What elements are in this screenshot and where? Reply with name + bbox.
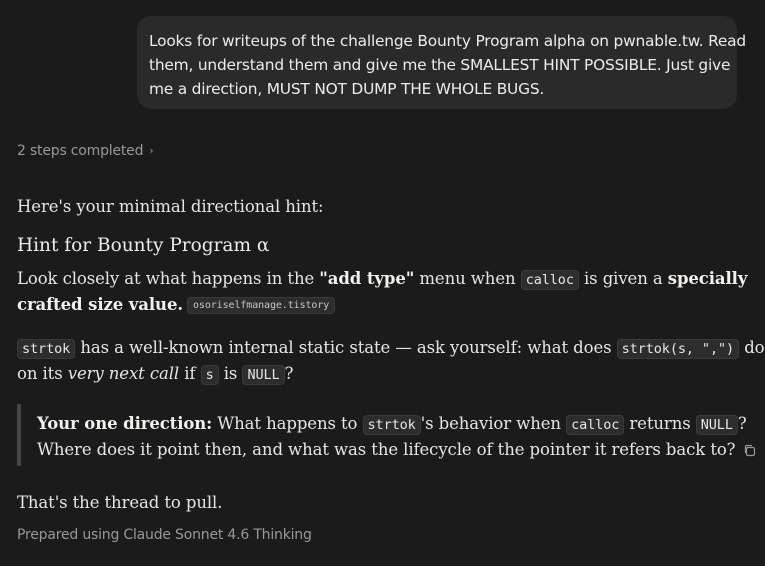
response-closing: That's the thread to pull. [17, 493, 223, 512]
hint-paragraph-2-line-1: strtok has a well-known internal static state — ask yourself: what does strtok(s, ",") do [17, 338, 765, 357]
citation-chip[interactable]: osoriselfmanage.tistory [187, 297, 335, 314]
hint-paragraph-2-line-2: on its very next call if s is NULL ? [17, 364, 294, 383]
user-message-line-3: me a direction, MUST NOT DUMP THE WHOLE BUGS. [149, 80, 545, 98]
user-message-bubble [137, 16, 746, 109]
bold-one-direction: Your one direction: [37, 414, 213, 433]
blockquote-line-2: Where does it point then, and what was the lifecycle of the pointer it refers back to? [37, 440, 756, 461]
code-null-quote: NULL [696, 415, 738, 435]
steps-completed-toggle[interactable] [17, 143, 153, 159]
chevron-right-icon: › [149, 143, 154, 157]
bold-add-type: "add type" [319, 269, 415, 288]
code-s: s [201, 365, 219, 385]
hint-paragraph-1-line-1: Look closely at what happens in the "add type" menu when calloc is given a specially [17, 269, 748, 288]
copy-icon[interactable] [743, 442, 756, 461]
code-strtok: strtok [17, 339, 75, 359]
code-calloc-quote: calloc [566, 415, 624, 435]
hint-paragraph-1-line-2 [17, 295, 335, 314]
code-strtok-call: strtok(s, ",") [617, 339, 739, 359]
prepared-using-footer: Prepared using Claude Sonnet 4.6 Thinking [17, 527, 312, 543]
blockquote-bar [17, 404, 21, 466]
bold-specially: specially [667, 269, 748, 288]
blockquote-line-1: Your one direction: What happens to strtok 's behavior when calloc returns NULL ? [37, 414, 747, 433]
bold-crafted-size: crafted size value. [17, 295, 183, 314]
response-heading: Hint for Bounty Program α [17, 235, 270, 256]
user-message-line-2: them, understand them and give me the SMALLEST HINT POSSIBLE. Just give [149, 56, 731, 74]
italic-very-next-call: very next call [67, 364, 180, 383]
steps-completed-label: 2 steps completed [17, 143, 144, 159]
response-intro: Here's your minimal directional hint: [17, 197, 324, 216]
code-calloc: calloc [521, 270, 579, 290]
user-message-line-1: Looks for writeups of the challenge Bounty Program alpha on pwnable.tw. Read [149, 32, 746, 50]
code-strtok-quote: strtok [363, 415, 421, 435]
code-null: NULL [242, 365, 284, 385]
